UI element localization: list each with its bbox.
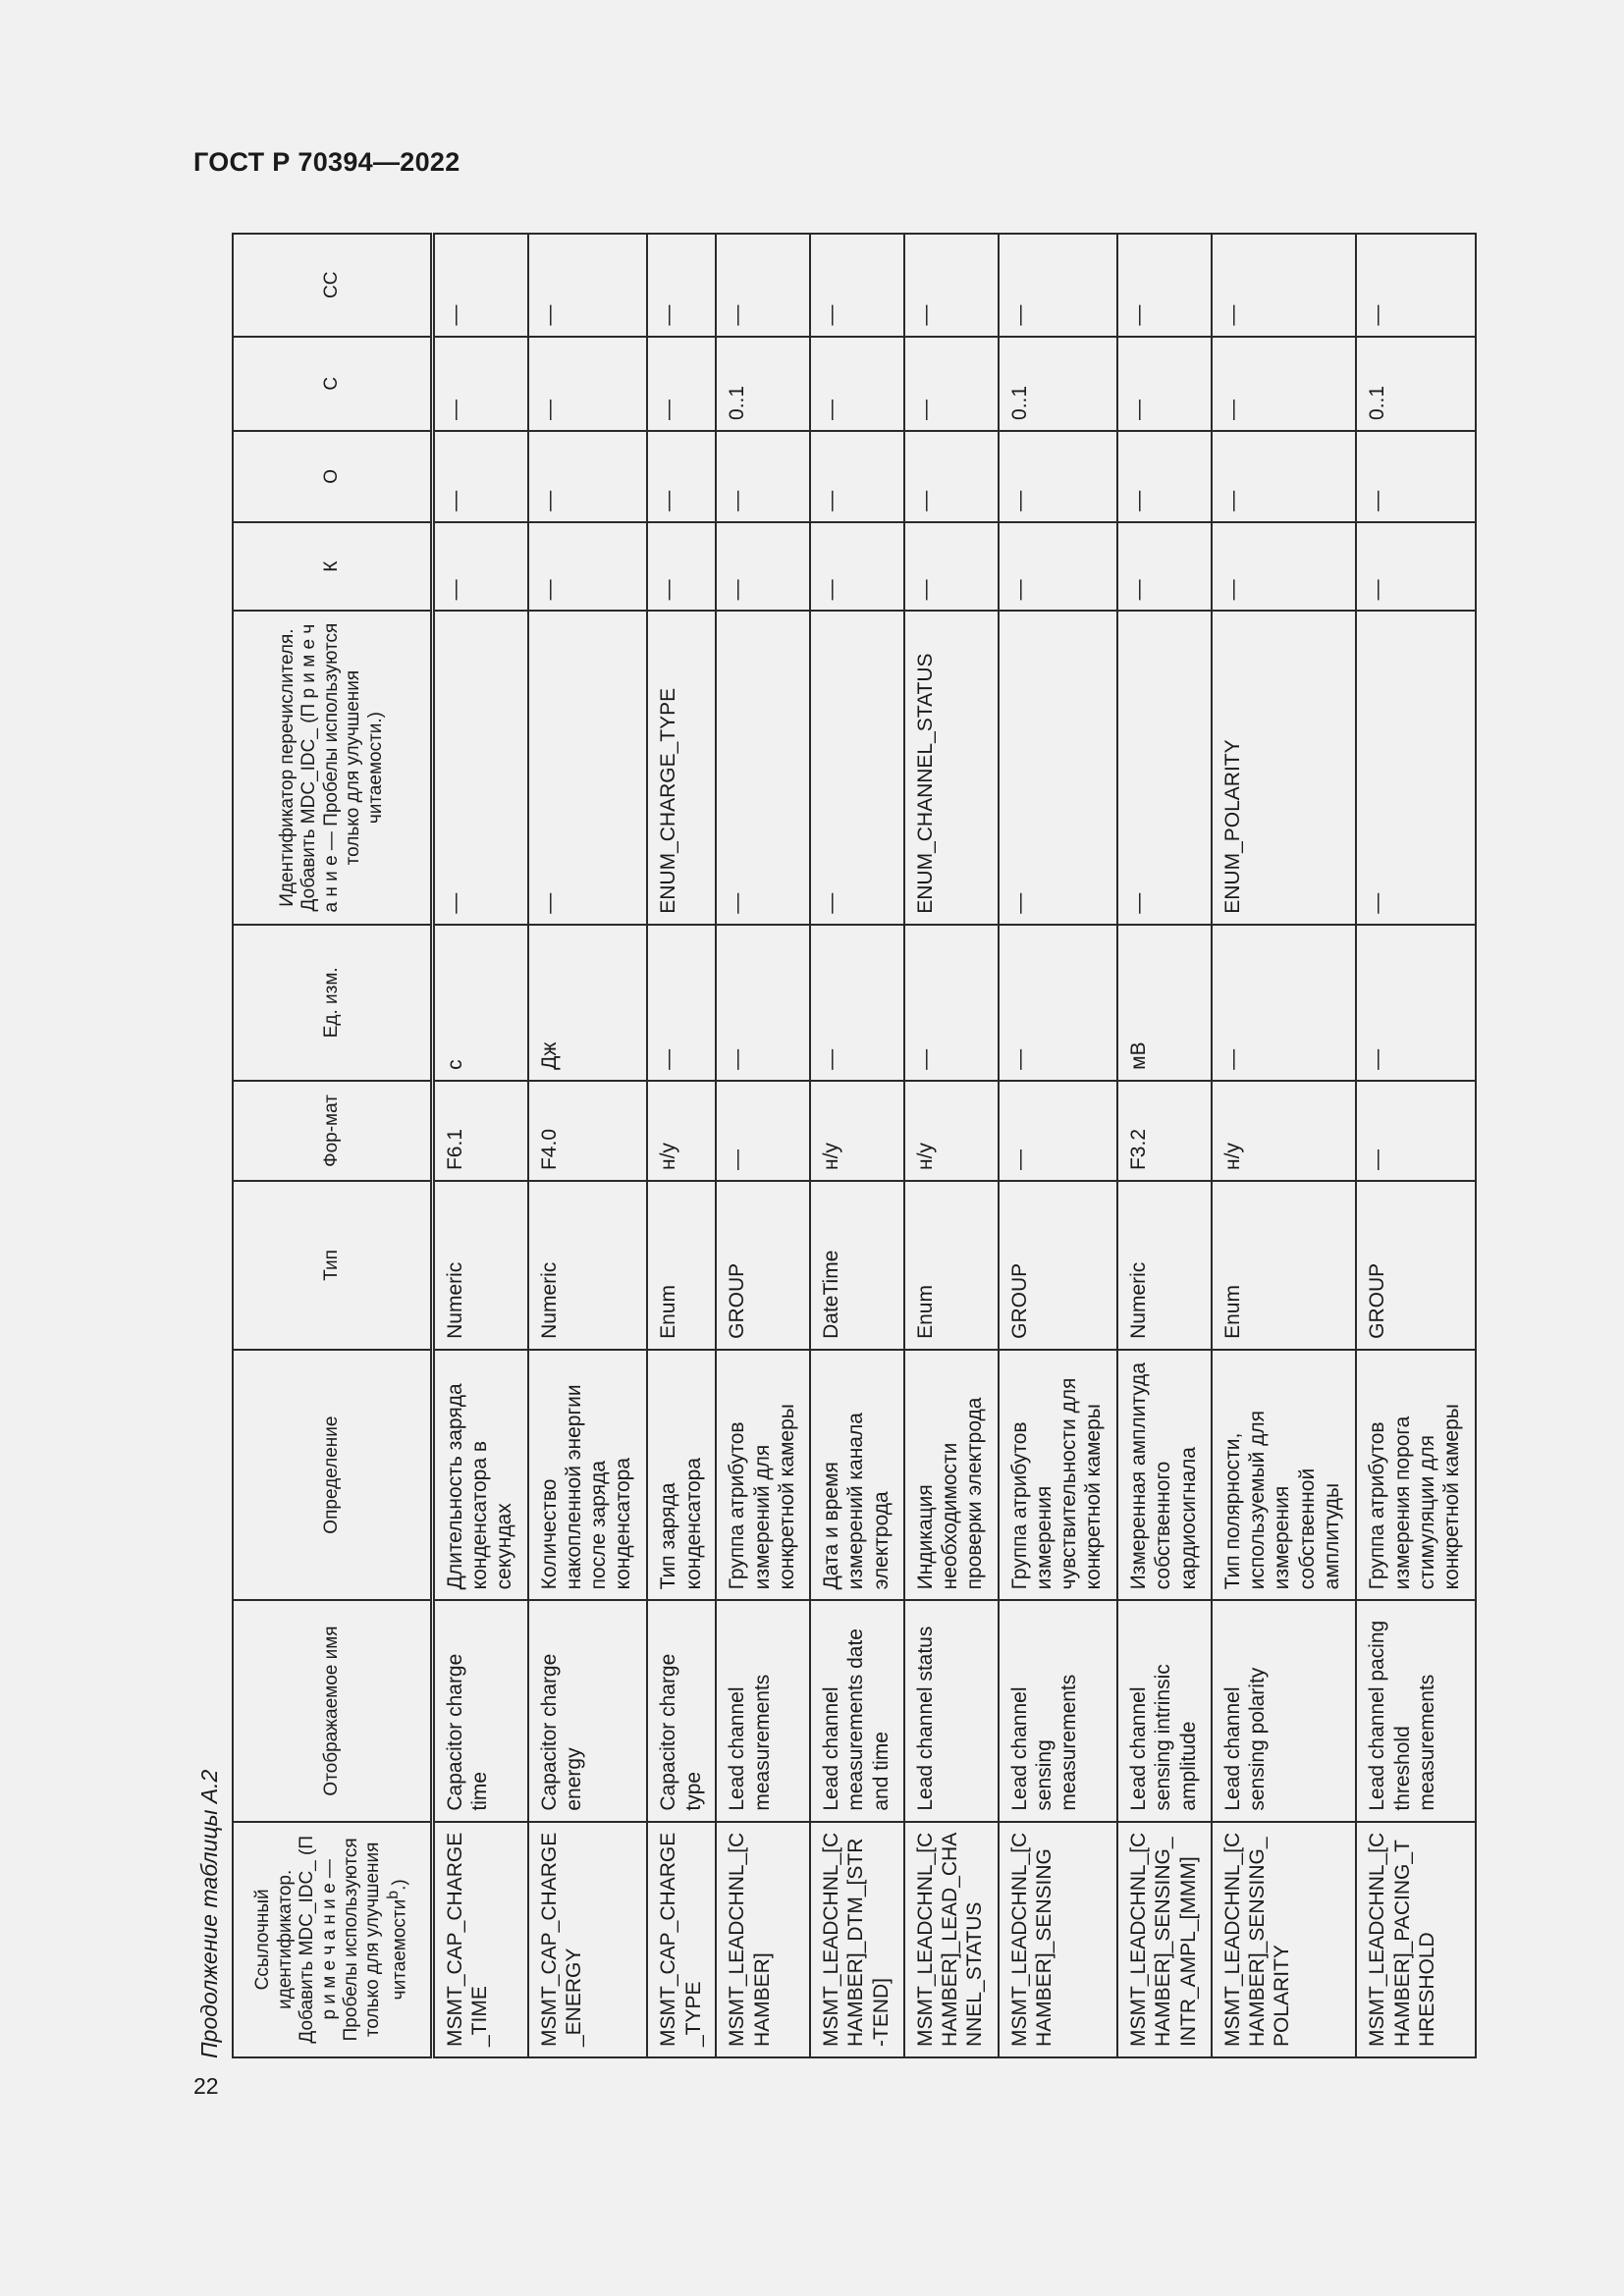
cell-o: — [1212,431,1356,522]
cell-o: — [810,431,904,522]
table-row [528,234,648,2057]
cell-o: — [904,431,999,522]
cell-cc: — [904,234,999,337]
cell-format: F3.2 [1117,1081,1212,1181]
cell-type: Numeric [528,1181,648,1350]
header-row [233,234,433,2057]
col-header-unit: Ед. изм. [233,925,433,1081]
col-header-display-name: Отображаемое имя [233,1600,433,1821]
cell-format: F4.0 [528,1081,648,1181]
cell-display-name: Lead channel status [904,1600,999,1821]
cell-enum-id: — [433,611,528,924]
cell-k: — [999,522,1118,612]
cell-format: н/у [810,1081,904,1181]
cell-k: — [647,522,716,612]
cell-unit: Дж [528,925,648,1081]
cell-unit: — [716,925,810,1081]
cell-c: — [904,337,999,431]
cell-display-name: Lead channel sensing measurements [999,1600,1118,1821]
cell-cc: — [1212,234,1356,337]
table-row [433,234,528,2057]
cell-format: — [716,1081,810,1181]
cell-c: — [1212,337,1356,431]
cell-definition: Группа атрибутов измерения чувствительности для конкретной камеры [999,1350,1118,1600]
cell-definition: Измеренная амплитуда собственного кардиосигнала [1117,1350,1212,1600]
table-row [647,234,716,2057]
cell-display-name: Lead channel pacing threshold measurements [1356,1600,1476,1821]
cell-display-name: Capacitor charge time [433,1600,528,1821]
cell-type: Enum [647,1181,716,1350]
cell-k: — [1356,522,1476,612]
cell-c: 0..1 [1356,337,1476,431]
col-header-cc: СС [233,234,433,337]
cell-type: Enum [904,1181,999,1350]
col-header-k: К [233,522,433,612]
cell-unit: — [999,925,1118,1081]
cell-unit: мВ [1117,925,1212,1081]
cell-display-name: Capacitor charge type [647,1600,716,1821]
table-caption: Продолжение таблицы А.2 [196,1769,222,2058]
cell-unit: — [904,925,999,1081]
cell-cc: — [433,234,528,337]
cell-cc: — [647,234,716,337]
cell-k: — [528,522,648,612]
cell-unit: — [647,925,716,1081]
col-header-definition: Определение [233,1350,433,1600]
cell-o: — [528,431,648,522]
cell-ref-id: MSMT_LEADCHNL_[CHAMBER]_LEAD_CHANNEL_STATUS [904,1822,999,2057]
cell-definition: Длительность заряда конденсатора в секундах [433,1350,528,1600]
cell-enum-id: — [810,611,904,924]
cell-ref-id: MSMT_LEADCHNL_[CHAMBER] [716,1822,810,2057]
cell-format: н/у [1212,1081,1356,1181]
cell-enum-id: ENUM_CHARGE_TYPE [647,611,716,924]
cell-cc: — [999,234,1118,337]
cell-display-name: Lead channel sensing intrinsic amplitude [1117,1600,1212,1821]
cell-cc: — [810,234,904,337]
spec-table [232,233,1477,2058]
cell-display-name: Lead channel sensing polarity [1212,1600,1356,1821]
cell-definition: Группа атрибутов измерений для конкретной камеры [716,1350,810,1600]
cell-c: — [1117,337,1212,431]
cell-k: — [810,522,904,612]
cell-type: Enum [1212,1181,1356,1350]
cell-cc: — [1356,234,1476,337]
cell-unit: с [433,925,528,1081]
cell-type: Numeric [433,1181,528,1350]
cell-enum-id: ENUM_CHANNEL_STATUS [904,611,999,924]
cell-unit: — [1212,925,1356,1081]
cell-o: — [1356,431,1476,522]
cell-c: — [647,337,716,431]
cell-definition: Индикация необходимости проверки электрода [904,1350,999,1600]
cell-enum-id: ENUM_POLARITY [1212,611,1356,924]
cell-ref-id: MSMT_LEADCHNL_[CHAMBER]_SENSING_POLARITY [1212,1822,1356,2057]
cell-k: — [1117,522,1212,612]
cell-c: — [433,337,528,431]
cell-unit: — [810,925,904,1081]
cell-enum-id: — [999,611,1118,924]
cell-ref-id: MSMT_LEADCHNL_[CHAMBER]_PACING_THRESHOLD [1356,1822,1476,2057]
cell-definition: Количество накопленной энергии после заряда конденсатора [528,1350,648,1600]
page-number: 22 [193,2073,219,2099]
cell-c: 0..1 [716,337,810,431]
cell-ref-id: MSMT_LEADCHNL_[CHAMBER]_SENSING_INTR_AMPL_[MMM] [1117,1822,1212,2057]
cell-definition: Тип полярности, используемый для измерения собственной амплитуды [1212,1350,1356,1600]
cell-enum-id: — [716,611,810,924]
col-header-type: Тип [233,1181,433,1350]
cell-cc: — [528,234,648,337]
cell-k: — [433,522,528,612]
cell-enum-id: — [1117,611,1212,924]
cell-ref-id: MSMT_CAP_CHARGE_ENERGY [528,1822,648,2057]
cell-display-name: Capacitor charge energy [528,1600,648,1821]
cell-o: — [1117,431,1212,522]
cell-definition: Тип заряда конденсатора [647,1350,716,1600]
col-header-format: Фор-мат [233,1081,433,1181]
cell-cc: — [716,234,810,337]
cell-format: — [1356,1081,1476,1181]
cell-definition: Дата и время измерений канала электрода [810,1350,904,1600]
cell-k: — [1212,522,1356,612]
cell-type: GROUP [716,1181,810,1350]
cell-display-name: Lead channel measurements date and time [810,1600,904,1821]
cell-definition: Группа атрибутов измерения порога стимуляции для конкретной камеры [1356,1350,1476,1600]
cell-format: — [999,1081,1118,1181]
document-header: ГОСТ Р 70394—2022 [193,147,460,177]
table-row [716,234,810,2057]
cell-c: — [810,337,904,431]
cell-cc: — [1117,234,1212,337]
cell-k: — [716,522,810,612]
col-header-enum-id: Идентификатор перечислителя. Добавить MDC_IDC_ (П р и м е ч а н и е — Пробелы используются только для улучшения читаемости.) [233,611,433,924]
cell-c: 0..1 [999,337,1118,431]
table-row [1117,234,1212,2057]
cell-format: F6.1 [433,1081,528,1181]
cell-type: DateTime [810,1181,904,1350]
cell-unit: — [1356,925,1476,1081]
cell-enum-id: — [528,611,648,924]
cell-o: — [433,431,528,522]
table-row [1356,234,1476,2057]
cell-format: н/у [647,1081,716,1181]
cell-ref-id: MSMT_LEADCHNL_[CHAMBER]_DTM_[STR-TEND] [810,1822,904,2057]
cell-ref-id: MSMT_LEADCHNL_[CHAMBER]_SENSING [999,1822,1118,2057]
cell-type: GROUP [999,1181,1118,1350]
table-row [1212,234,1356,2057]
cell-display-name: Lead channel measurements [716,1600,810,1821]
col-header-o: О [233,431,433,522]
cell-o: — [999,431,1118,522]
cell-o: — [647,431,716,522]
cell-enum-id: — [1356,611,1476,924]
table-row [810,234,904,2057]
cell-k: — [904,522,999,612]
rotated-table-block [189,233,1463,2058]
cell-type: GROUP [1356,1181,1476,1350]
cell-ref-id: MSMT_CAP_CHARGE_TYPE [647,1822,716,2057]
col-header-c: С [233,337,433,431]
col-header-ref-id: Ссылочный идентификатор. Добавить MDC_IDC_ (П р и м е ч а н и е — Пробелы используются только для улучшения читаемости$^b$.) [233,1822,433,2057]
table-row [999,234,1118,2057]
cell-o: — [716,431,810,522]
cell-type: Numeric [1117,1181,1212,1350]
table-row [904,234,999,2057]
cell-c: — [528,337,648,431]
cell-ref-id: MSMT_CAP_CHARGE_TIME [433,1822,528,2057]
cell-format: н/у [904,1081,999,1181]
